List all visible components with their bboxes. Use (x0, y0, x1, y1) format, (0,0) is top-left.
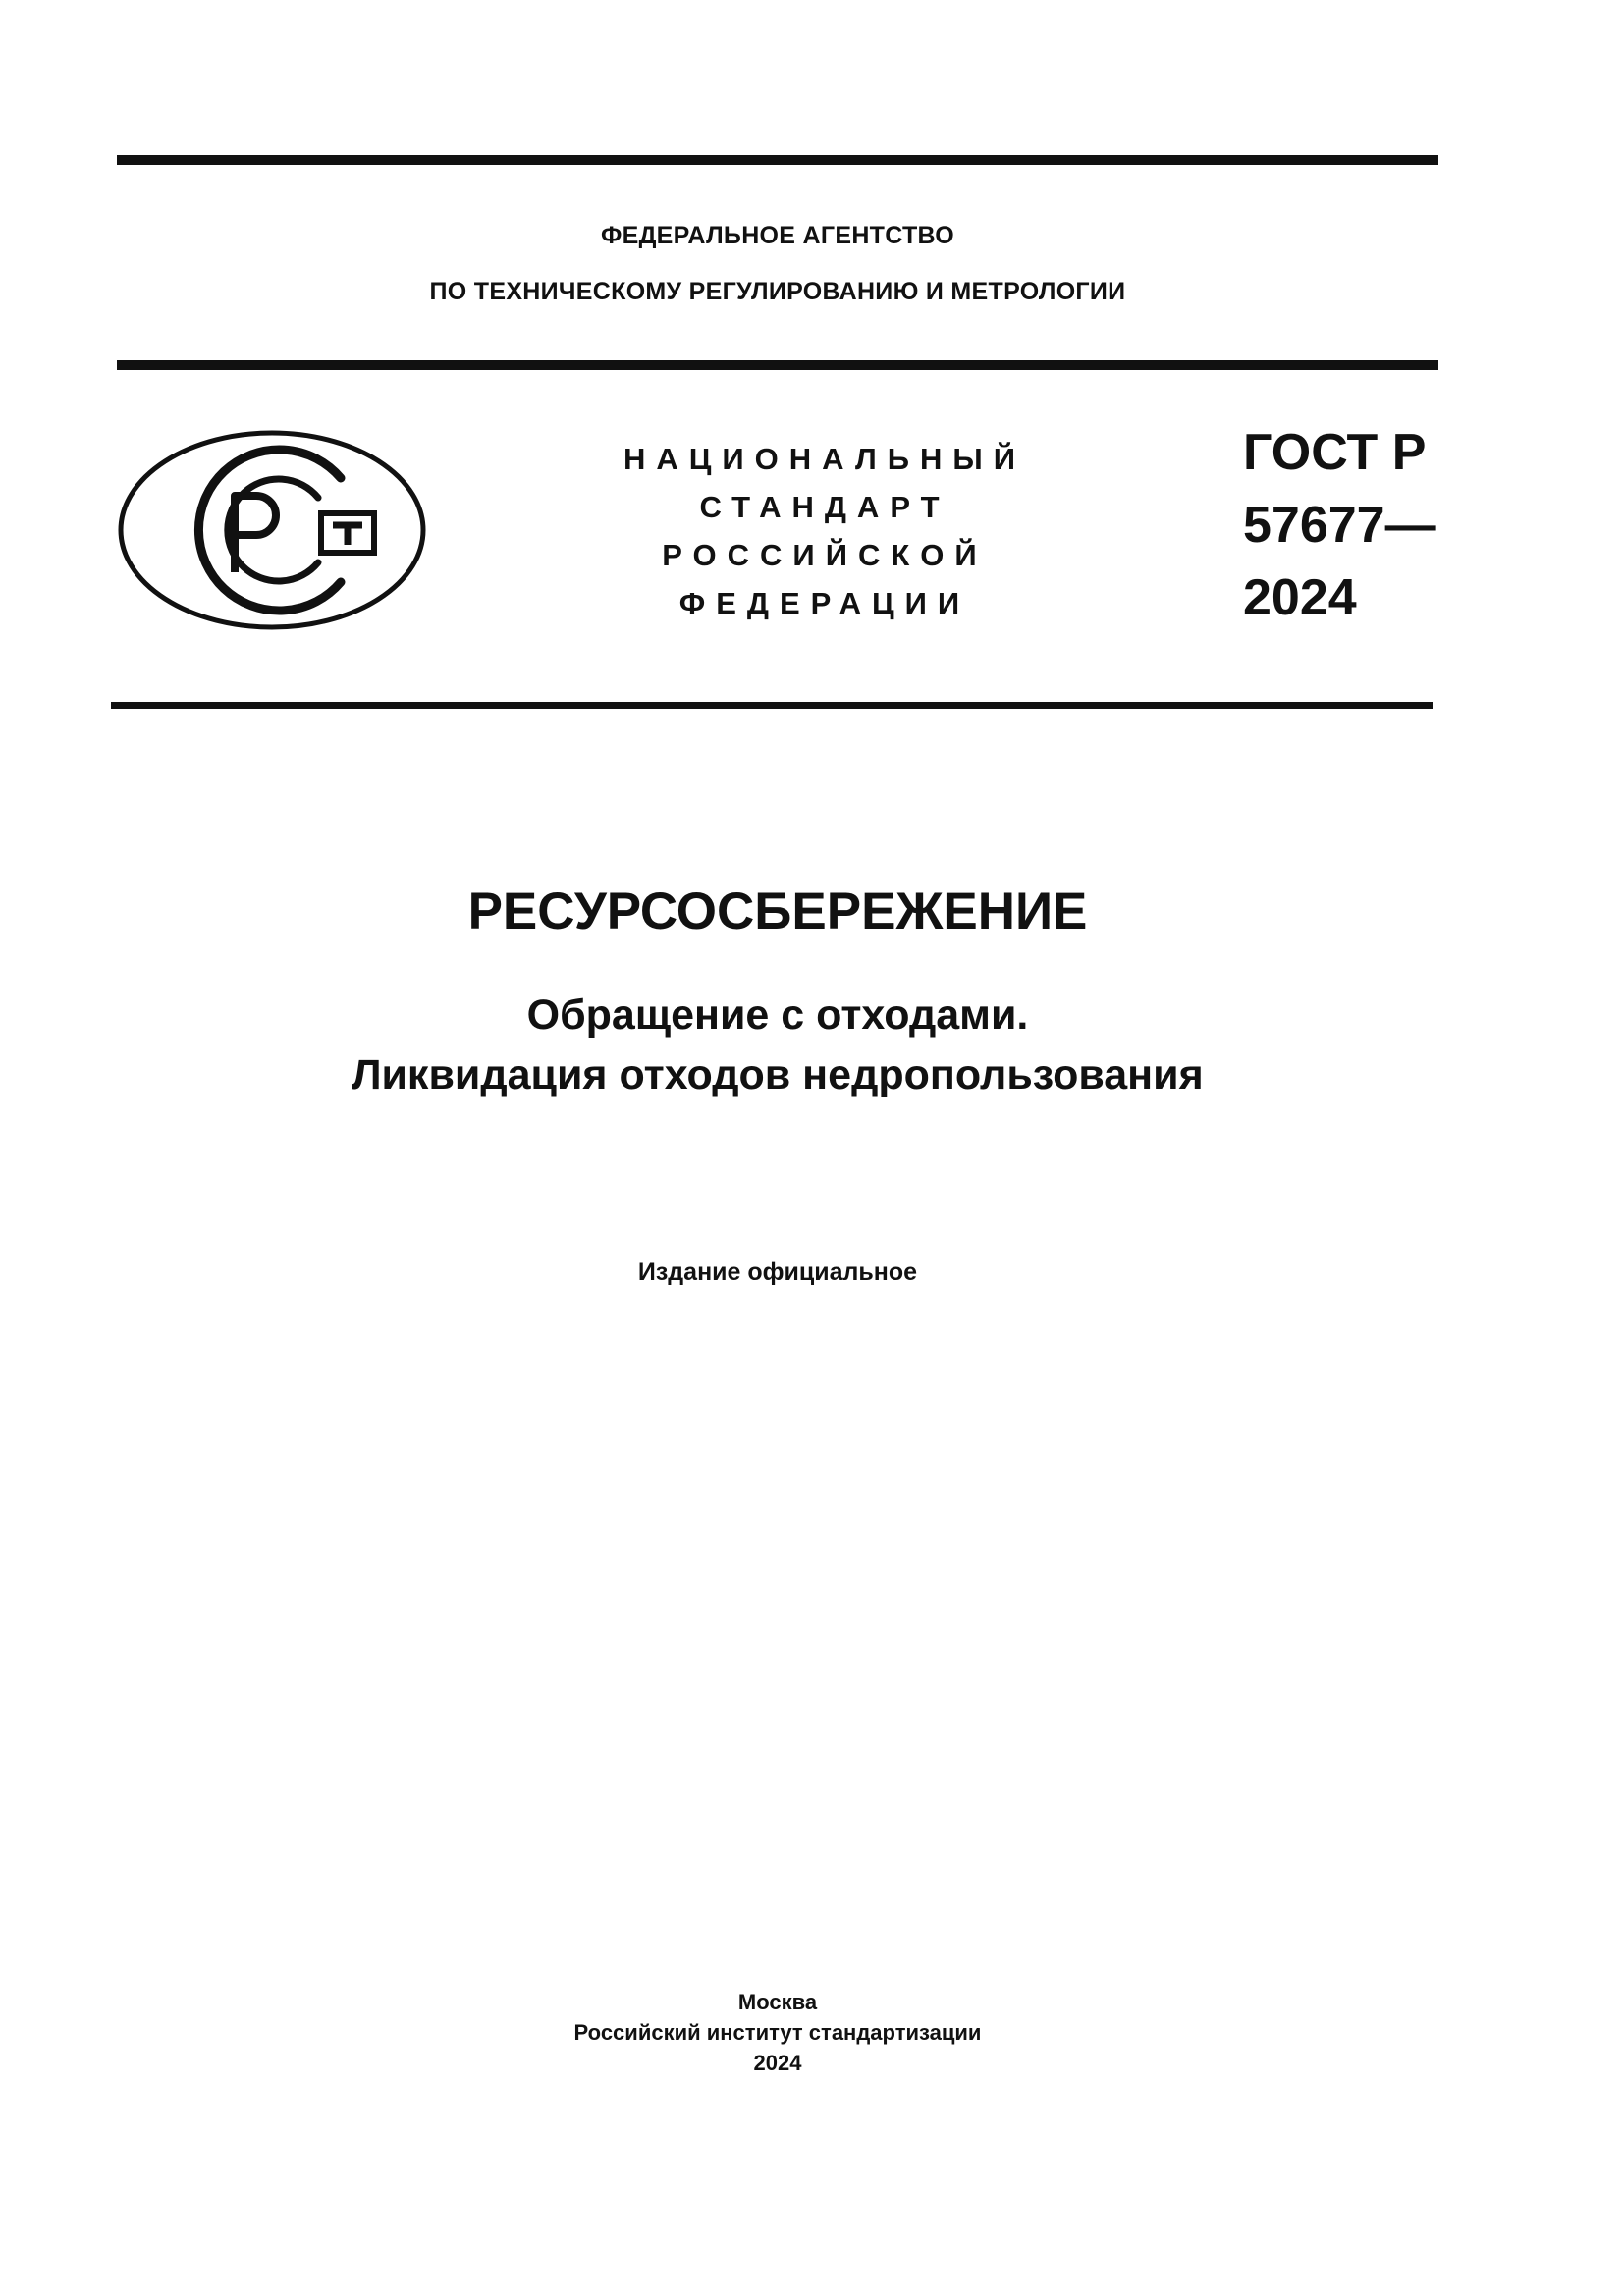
national-line-2: СТАНДАРТ (699, 490, 950, 524)
standard-designation (1243, 416, 1439, 634)
rst-certification-mark-icon (117, 429, 427, 631)
document-title: РЕСУРСОСБЕРЕЖЕНИЕ (467, 882, 1088, 940)
standard-block-rule (111, 702, 1433, 709)
agency-name-line-1: ФЕДЕРАЛЬНОЕ АГЕНТСТВО (600, 222, 955, 249)
national-line-4: ФЕДЕРАЦИИ (678, 586, 971, 620)
imprint (0, 1987, 1555, 2078)
subtitle-line-2: Ликвидация отходов недропользования (352, 1051, 1204, 1098)
subtitle-line-1: Обращение с отходами. (526, 991, 1029, 1039)
document-subtitle (0, 986, 1555, 1105)
national-line-3: РОССИЙСКОЙ (662, 538, 988, 572)
imprint-city: Москва (737, 1990, 818, 2014)
header-rule (117, 360, 1438, 370)
designation-line-2: 57677— (1243, 497, 1436, 554)
national-line-1: НАЦИОНАЛЬНЫЙ (623, 442, 1027, 476)
designation-line-1: ГОСТ Р (1243, 424, 1427, 481)
designation-line-3: 2024 (1243, 569, 1357, 626)
imprint-year: 2024 (753, 2051, 802, 2075)
imprint-publisher: Российский институт стандартизации (573, 2020, 982, 2045)
top-rule (117, 155, 1438, 165)
national-standard-label (589, 435, 1060, 627)
agency-name-line-2: ПО ТЕХНИЧЕСКОМУ РЕГУЛИРОВАНИЮ И МЕТРОЛОГИИ (429, 278, 1126, 305)
edition-label: Издание официальное (637, 1258, 918, 1286)
